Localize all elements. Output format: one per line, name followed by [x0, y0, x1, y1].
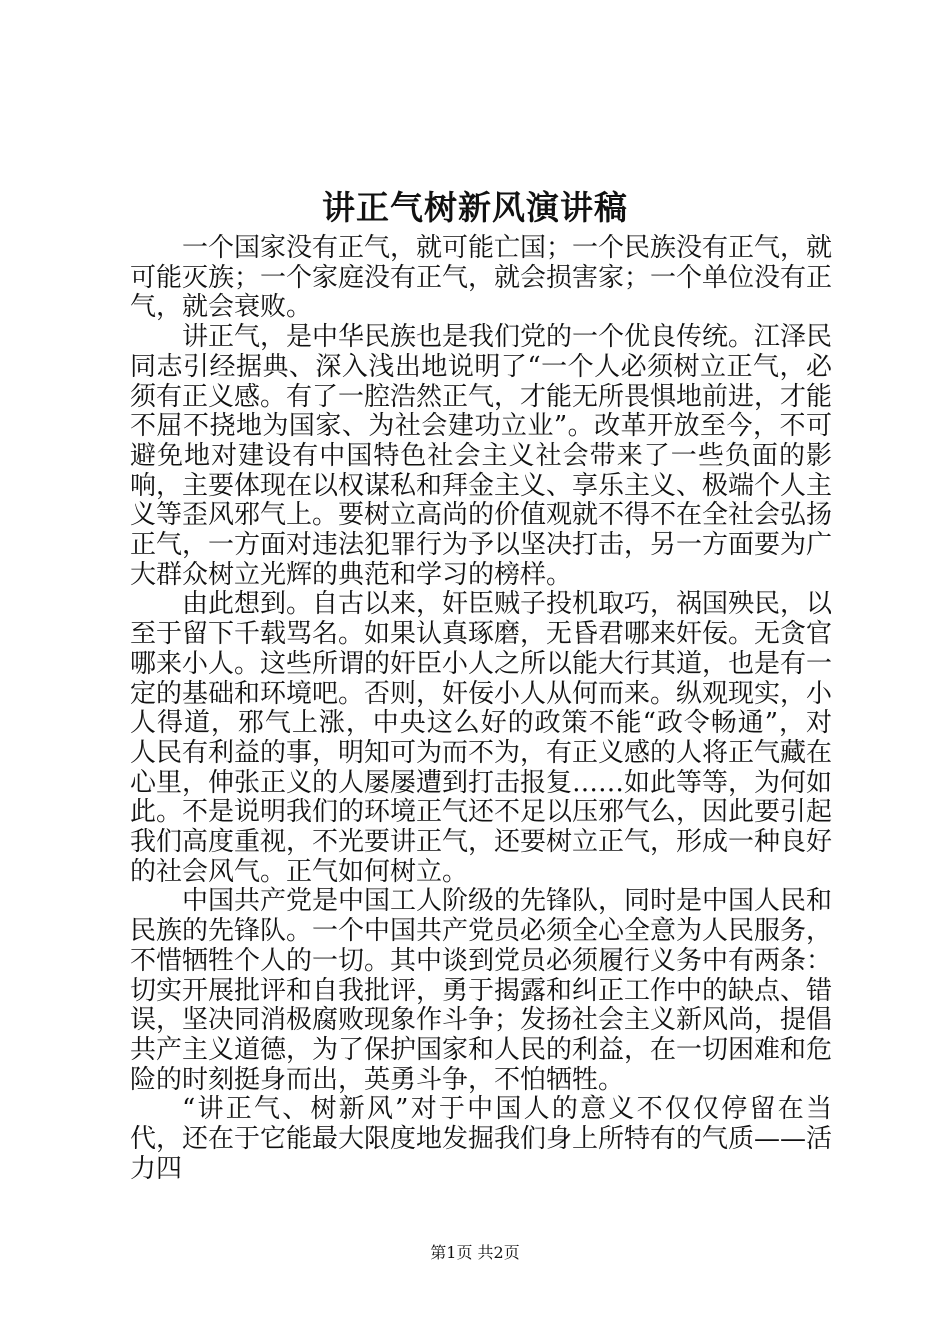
page-footer — [0, 1243, 950, 1263]
paragraph: 一个国家没有正气，就可能亡国；一个民族没有正气，就可能灭族；一个家庭没有正气，就会损害家；一个单位没有正气，就会衰败。 — [130, 233, 833, 323]
paragraph: 讲正气，是中华民族也是我们党的一个优良传统。江泽民同志引经据典、深入浅出地说明了“一个人必须树立正气，必须有正义感。有了一腔浩然正气，才能无所畏惧地前进，才能不屈不挠地为国家、为社会建功立业”。改革开放至今，不可避免地对建设有中国特色社会主义社会带来了一些负面的影响，主要体现在以权谋私和拜金主义、享乐主义、极端个人主义等歪风邪气上。要树立高尚的价值观就不得不在全社会弘扬正气，一方面对违法犯罪行为予以坚决打击，另一方面要为广大群众树立光辉的典范和学习的榜样。 — [130, 322, 833, 590]
paragraph: 由此想到。自古以来，奸臣贼子投机取巧，祸国殃民，以至于留下千载骂名。如果认真琢磨，无昏君哪来奸佞。无贪官哪来小人。这些所谓的奸臣小人之所以能大行其道，也是有一定的基础和环境吧。否则，奸佞小人从何而来。纵观现实，小人得道，邪气上涨，中央这么好的政策不能“政令畅通”，对人民有利益的事，明知可为而不为，有正义感的人将正气藏在心里，伸张正义的人屡屡遭到打击报复……如此等等，为何如此。不是说明我们的环境正气还不足以压邪气么，因此要引起我们高度重视，不光要讲正气，还要树立正气，形成一种良好的社会风气。正气如何树立。 — [130, 589, 833, 887]
document-body — [130, 234, 832, 1185]
page-indicator: 第1页 共2页 — [430, 1243, 520, 1262]
paragraph: 中国共产党是中国工人阶级的先锋队，同时是中国人民和民族的先锋队。一个中国共产党员必须全心全意为人民服务，不惜牺牲个人的一切。其中谈到党员必须履行义务中有两条：切实开展批评和自我批评，勇于揭露和纠正工作中的缺点、错误，坚决同消极腐败现象作斗争；发扬社会主义新风尚，提倡共产主义道德，为了保护国家和人民的利益，在一切困难和危险的时刻挺身而出，英勇斗争，不怕牺牲。 — [130, 886, 833, 1095]
document-title: 讲正气树新风演讲稿 — [322, 188, 628, 227]
paragraph: “讲正气、树新风”对于中国人的意义不仅仅停留在当代，还在于它能最大限度地发掘我们身上所特有的气质——活力四 — [130, 1094, 833, 1184]
